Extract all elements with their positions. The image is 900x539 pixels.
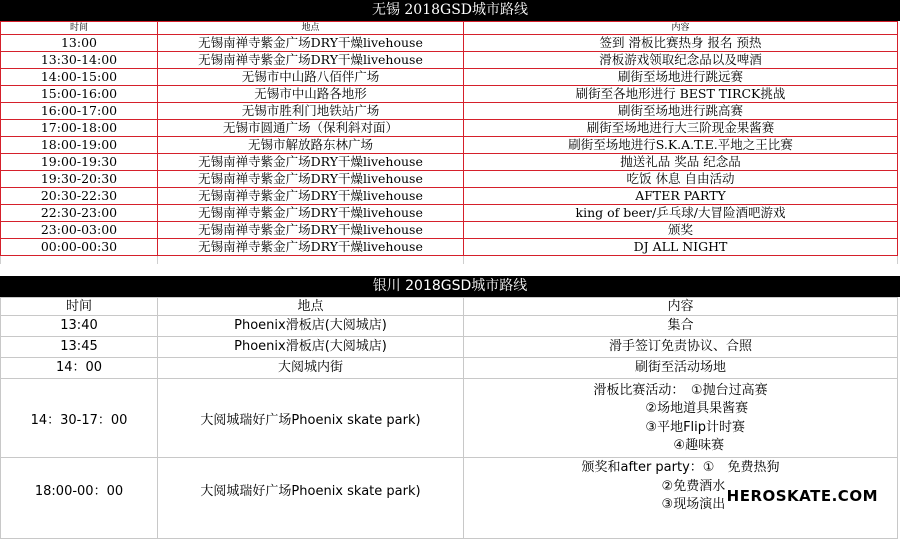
wuxi-header-row <box>1 22 898 35</box>
place-cell: 无锡市中山路各地形 <box>158 86 464 103</box>
table-row <box>1 154 898 171</box>
content-line: 滑板比赛活动： ①抛台过高赛 <box>593 382 768 398</box>
time-cell: 20:30-22:30 <box>1 188 158 205</box>
place-cell: 无锡市胜利门地铁站广场 <box>158 103 464 120</box>
wuxi-schedule <box>0 0 900 264</box>
table-row <box>1 35 898 52</box>
header-place: 地点 <box>158 298 464 316</box>
place-cell: 无锡南禅寺紫金广场DRY干燥livehouse <box>158 222 464 239</box>
place-cell: 无锡市解放路东林广场 <box>158 137 464 154</box>
time-cell: 18:00-19:00 <box>1 137 158 154</box>
table-row <box>1 171 898 188</box>
content-line: ③现场演出 <box>661 497 726 512</box>
place-cell: 无锡南禅寺紫金广场DRY干燥livehouse <box>158 35 464 52</box>
place-cell: 大阅城瑞好广场Phoenix skate park) <box>158 379 464 458</box>
place-cell: 无锡南禅寺紫金广场DRY干燥livehouse <box>158 239 464 256</box>
place-cell: 无锡市中山路八佰伴广场 <box>158 69 464 86</box>
table-row <box>1 86 898 103</box>
table-row <box>1 188 898 205</box>
time-cell: 17:00-18:00 <box>1 120 158 137</box>
content-cell: 滑手签订免责协议、合照 <box>464 337 898 358</box>
content-cell: king of beer/乒乓球/大冒险酒吧游戏 <box>464 205 898 222</box>
table-row <box>1 379 898 458</box>
time-cell: 13:40 <box>1 316 158 337</box>
wuxi-empty-row <box>1 256 898 265</box>
table-row <box>1 120 898 137</box>
place-cell: 无锡南禅寺紫金广场DRY干燥livehouse <box>158 171 464 188</box>
content-line: ②场地道具果酱赛 <box>645 401 749 416</box>
content-cell: 刷街至各地形进行 BEST TIRCK挑战 <box>464 86 898 103</box>
time-cell: 15:00-16:00 <box>1 86 158 103</box>
place-cell: 无锡南禅寺紫金广场DRY干燥livehouse <box>158 52 464 69</box>
time-cell: 14：00 <box>1 358 158 379</box>
table-row <box>1 222 898 239</box>
table-row <box>1 316 898 337</box>
content-cell: 刷街至场地进行跳远赛 <box>464 69 898 86</box>
content-cell: 刷街至活动场地 <box>464 358 898 379</box>
place-cell: Phoenix滑板店(大阅城店) <box>158 337 464 358</box>
time-cell: 19:30-20:30 <box>1 171 158 188</box>
header-time: 时间 <box>1 298 158 316</box>
content-cell: 签到 滑板比赛热身 报名 预热 <box>464 35 898 52</box>
content-line: ④趣味赛 <box>673 438 725 453</box>
table-row <box>1 69 898 86</box>
time-cell: 14：30-17：00 <box>1 379 158 458</box>
site-watermark: HEROSKATE.COM <box>726 487 878 505</box>
content-cell: 集合 <box>464 316 898 337</box>
header-content: 内容 <box>464 298 898 316</box>
table-row <box>1 103 898 120</box>
content-line: ③平地Flip计时赛 <box>645 419 746 435</box>
place-cell: Phoenix滑板店(大阅城店) <box>158 316 464 337</box>
header-content: 内容 <box>464 22 898 35</box>
header-time: 时间 <box>1 22 158 35</box>
header-place: 地点 <box>158 22 464 35</box>
time-cell: 00:00-00:30 <box>1 239 158 256</box>
content-cell <box>464 379 898 458</box>
place-cell: 无锡市圆通广场（保利斜对面） <box>158 120 464 137</box>
table-row <box>1 205 898 222</box>
content-cell: 抛送礼品 奖品 纪念品 <box>464 154 898 171</box>
place-cell: 大阅城内街 <box>158 358 464 379</box>
content-cell: 刷街至场地进行S.K.A.T.E.平地之王比赛 <box>464 137 898 154</box>
content-line: 颁奖和after party：① 免费热狗 <box>581 460 780 475</box>
content-cell: 颁奖 <box>464 222 898 239</box>
time-cell: 13:00 <box>1 35 158 52</box>
place-cell: 无锡南禅寺紫金广场DRY干燥livehouse <box>158 205 464 222</box>
place-cell: 无锡南禅寺紫金广场DRY干燥livehouse <box>158 188 464 205</box>
time-cell: 13:30-14:00 <box>1 52 158 69</box>
wuxi-table <box>0 21 898 264</box>
time-cell: 14:00-15:00 <box>1 69 158 86</box>
table-row <box>1 52 898 69</box>
table-row <box>1 137 898 154</box>
time-cell: 13:45 <box>1 337 158 358</box>
content-line: ②免费酒水 <box>661 478 726 494</box>
time-cell: 19:00-19:30 <box>1 154 158 171</box>
table-row <box>1 358 898 379</box>
content-cell: 刷街至场地进行大三阶现金果酱赛 <box>464 120 898 137</box>
content-cell: 刷街至场地进行跳高赛 <box>464 103 898 120</box>
content-cell: AFTER PARTY <box>464 188 898 205</box>
yinchuan-title: 银川 2018GSD城市路线 <box>0 276 900 297</box>
content-cell: 吃饭 休息 自由活动 <box>464 171 898 188</box>
table-row <box>1 239 898 256</box>
wuxi-title: 无锡 2018GSD城市路线 <box>0 0 900 21</box>
place-cell: 大阅城瑞好广场Phoenix skate park) <box>158 458 464 539</box>
table-row <box>1 337 898 358</box>
time-cell: 18:00-00：00 <box>1 458 158 539</box>
content-cell: 滑板游戏领取纪念品以及啤酒 <box>464 52 898 69</box>
yinchuan-header-row <box>1 298 898 316</box>
time-cell: 22:30-23:00 <box>1 205 158 222</box>
time-cell: 23:00-03:00 <box>1 222 158 239</box>
time-cell: 16:00-17:00 <box>1 103 158 120</box>
content-cell: DJ ALL NIGHT <box>464 239 898 256</box>
place-cell: 无锡南禅寺紫金广场DRY干燥livehouse <box>158 154 464 171</box>
